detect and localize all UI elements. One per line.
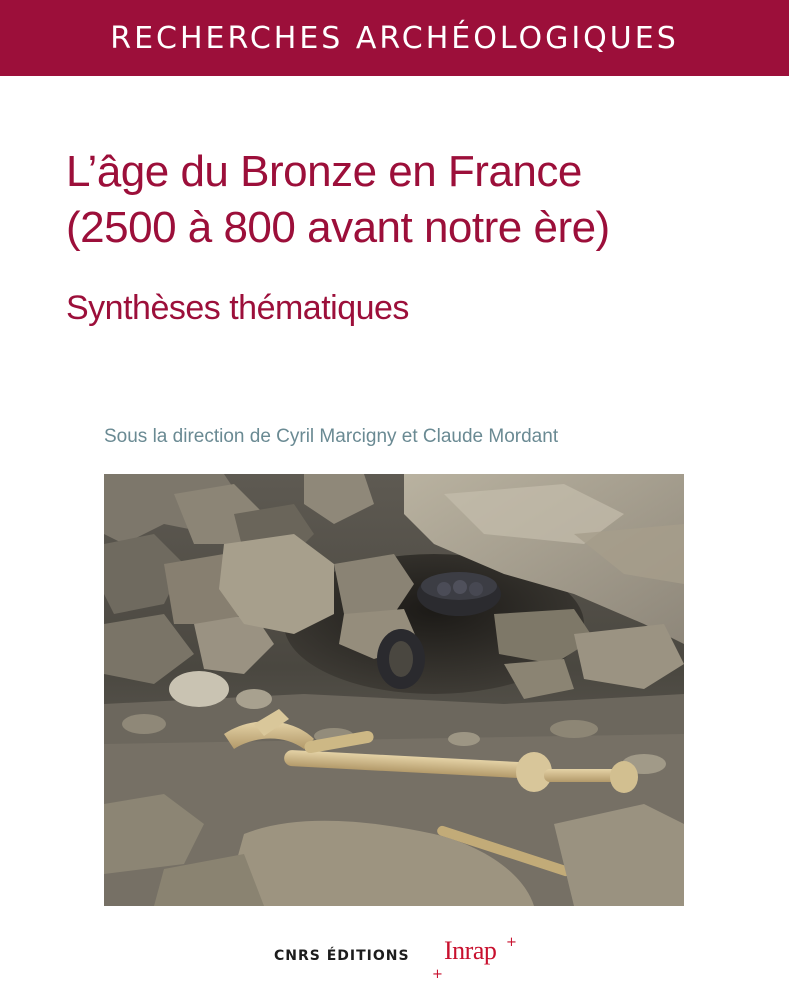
book-title xyxy=(66,144,766,256)
cover-photo-cave-burial xyxy=(104,474,684,906)
cave-photo-illustration xyxy=(104,474,684,906)
title-line-2: (2500 à 800 avant notre ère) xyxy=(66,203,610,252)
inrap-plus-icon: + xyxy=(506,935,517,950)
inrap-plus-icon: + xyxy=(432,967,443,982)
pottery-vessel xyxy=(417,572,501,616)
bronze-bracelet xyxy=(377,629,425,689)
series-band xyxy=(0,0,789,76)
subtitle: Synthèses thématiques xyxy=(66,289,409,327)
inrap-logo: Inrap xyxy=(444,936,497,965)
cnrs-editions-logo: CNRS ÉDITIONS xyxy=(274,948,410,964)
editors-credit: Sous la direction de Cyril Marcigny et Claude Mordant xyxy=(104,426,559,447)
publisher-logos xyxy=(0,930,789,980)
title-line-1: L’âge du Bronze en France xyxy=(66,147,582,196)
series-title: RECHERCHES ARCHÉOLOGIQUES xyxy=(110,21,679,56)
